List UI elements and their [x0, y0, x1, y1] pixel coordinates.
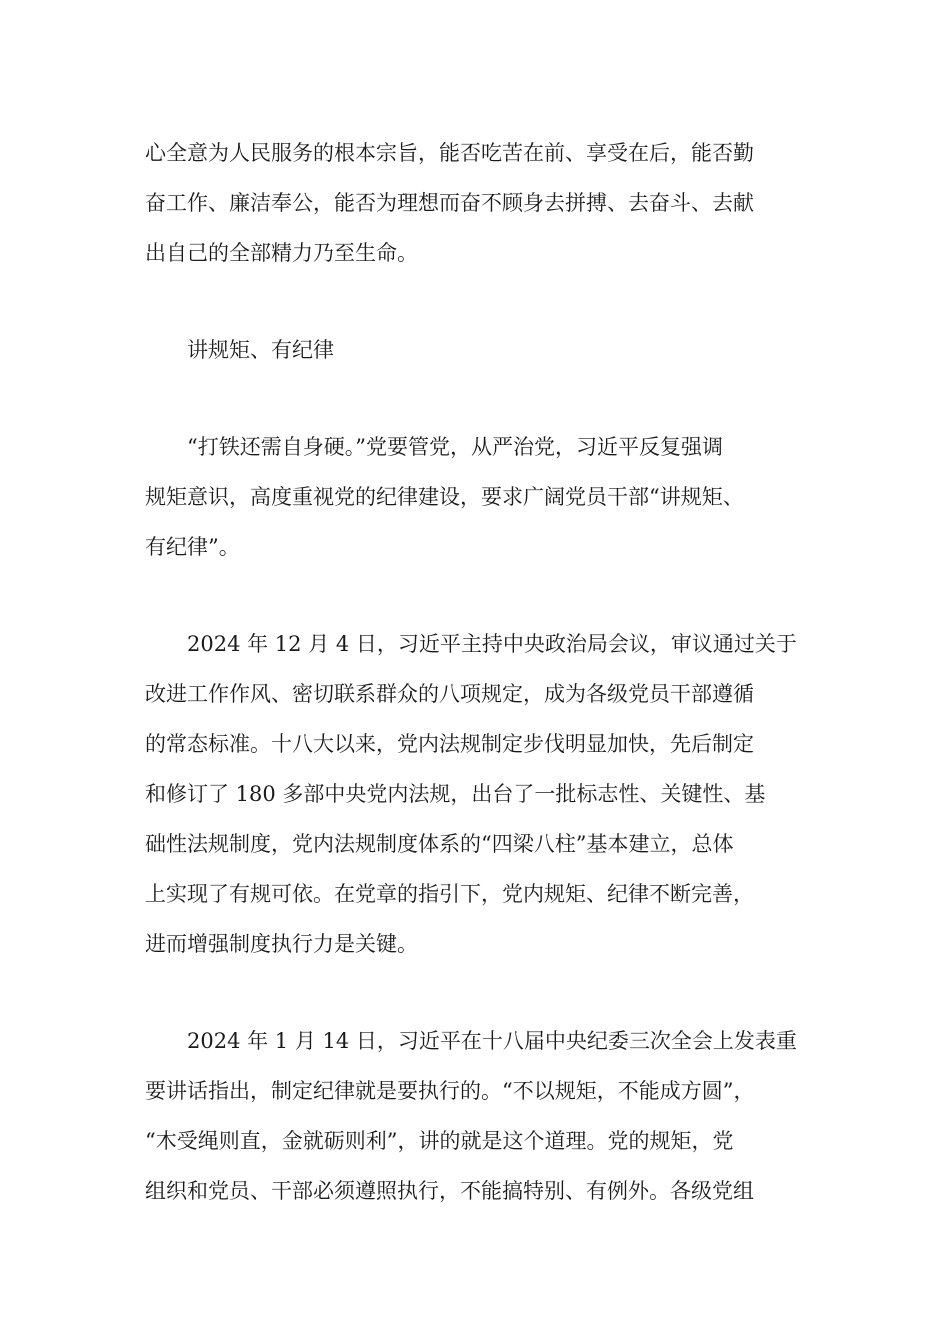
paragraph-discipline-speech [145, 1016, 810, 1216]
text-line: 础性法规制度，党内法规制度体系的“四梁八柱”基本建立，总体 [145, 832, 734, 856]
paragraph-gap [145, 572, 810, 619]
text-line: 规矩意识，高度重视党的纪律建设，要求广阔党员干部“讲规矩、 [145, 485, 744, 509]
text-line: 上实现了有规可依。在党章的指引下，党内规矩、纪律不断完善， [145, 882, 754, 906]
text-line: 改进工作作风、密切联系群众的八项规定，成为各级党员干部遵循 [145, 682, 754, 706]
paragraph-gap [145, 278, 810, 325]
text-line: 要讲话指出，制定纪律就是要执行的。“不以规矩，不能成方圆”， [145, 1079, 755, 1103]
text-line: 2024 年 1 月 14 日，习近平在十八届中央纪委三次全会上发表重 [187, 1029, 797, 1053]
paragraph-quote-intro [145, 422, 810, 572]
text-line: “打铁还需自身硬。”党要管党，从严治党，习近平反复强调 [187, 435, 723, 459]
text-line: 奋工作、廉洁奉公，能否为理想而奋不顾身去拼搏、去奋斗、去献 [145, 191, 754, 215]
section-heading [145, 325, 810, 375]
document-body [145, 128, 810, 1216]
paragraph-continuation [145, 128, 810, 278]
text-line: 和修订了 180 多部中央党内法规，出台了一批标志性、关键性、基 [145, 782, 766, 806]
text-line: 的常态标准。十八大以来，党内法规制定步伐明显加快，先后制定 [145, 732, 754, 756]
text-line: 进而增强制度执行力是关键。 [145, 932, 418, 956]
text-line: 2024 年 12 月 4 日，习近平主持中央政治局会议，审议通过关于 [187, 632, 797, 656]
text-line: “木受绳则直，金就砺则利”，讲的就是这个道理。党的规矩，党 [145, 1129, 734, 1153]
heading-text: 讲规矩、有纪律 [187, 338, 334, 362]
text-line: 出自己的全部精力乃至生命。 [145, 241, 418, 265]
text-line: 组织和党员、干部必须遵照执行，不能搞特别、有例外。各级党组 [145, 1179, 754, 1203]
paragraph-eight-rules [145, 619, 810, 969]
text-line: 心全意为人民服务的根本宗旨，能否吃苦在前、享受在后，能否勤 [145, 141, 754, 165]
text-line: 有纪律”。 [145, 535, 240, 559]
paragraph-gap [145, 969, 810, 1016]
paragraph-gap [145, 375, 810, 422]
